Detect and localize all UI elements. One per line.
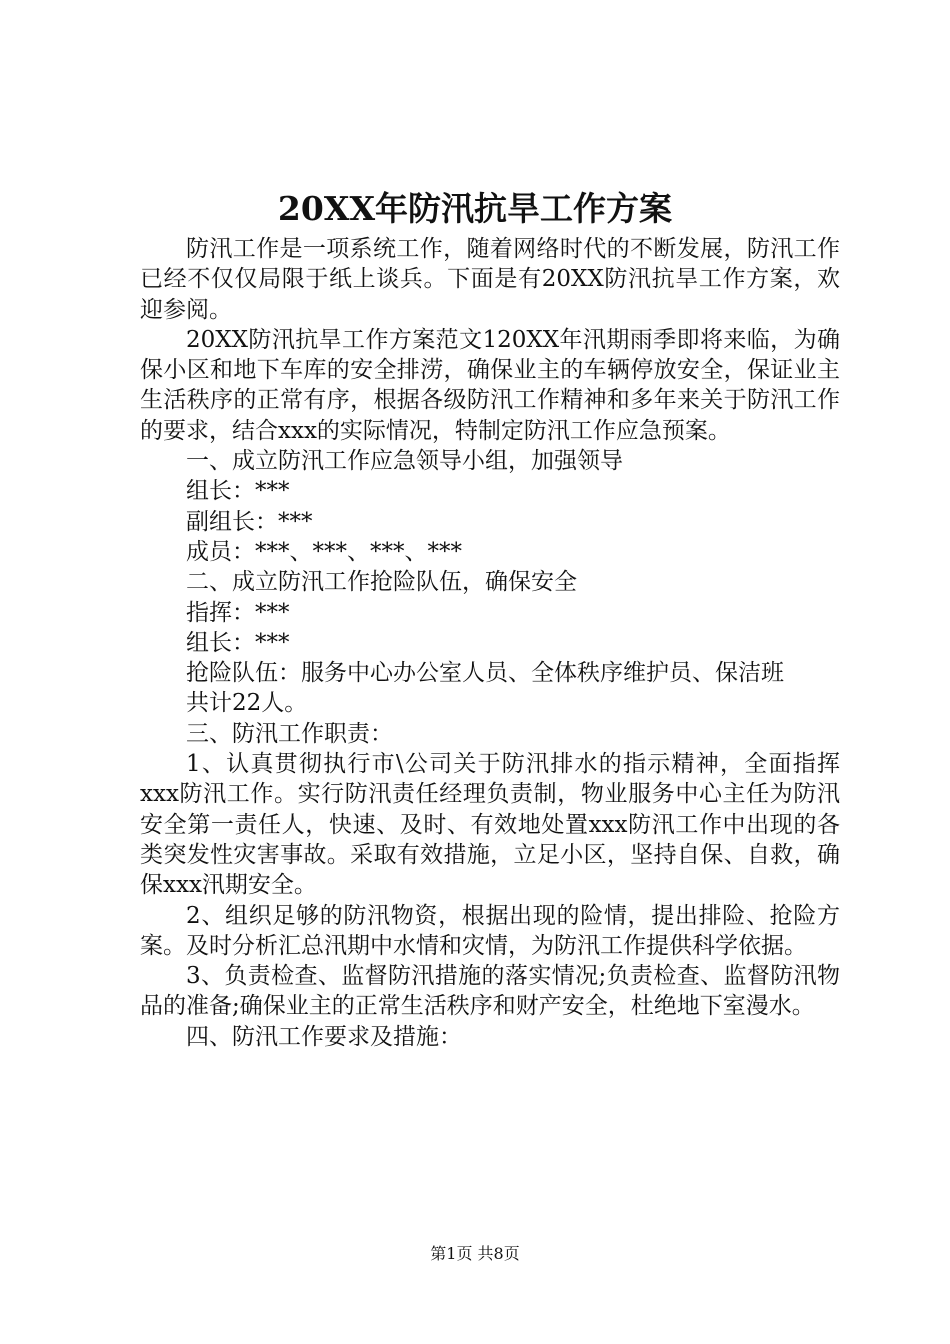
duty-paragraph: 1、认真贯彻执行市\公司关于防汛排水的指示精神，全面指挥xxx防汛工作。实行防汛责任经理负责制，物业服务中心主任为防汛安全第一责任人，快速、及时、有效地处置xxx防汛工作中出现的各类突发性灾害事故。采取有效措施，立足小区，坚持自保、自救，确保xxx汛期安全。: [140, 751, 840, 899]
list-item: 组长：***: [186, 629, 290, 656]
section-heading-4: 四、防汛工作要求及措施：: [186, 1023, 462, 1050]
document-body: [140, 234, 840, 1052]
section-heading-2: 二、成立防汛工作抢险队伍，确保安全: [186, 569, 577, 596]
list-item: 抢险队伍：服务中心办公室人员、全体秩序维护员、保洁班: [186, 660, 784, 687]
section-heading-3: 三、防汛工作职责：: [186, 720, 393, 747]
paragraph-intro: 防汛工作是一项系统工作，随着网络时代的不断发展，防汛工作已经不仅仅局限于纸上谈兵。下面是有20XX防汛抗旱工作方案，欢迎参阅。: [140, 236, 840, 323]
list-item: 指挥：***: [186, 599, 290, 626]
section-heading-1: 一、成立防汛工作应急领导小组，加强领导: [186, 448, 623, 475]
list-item: 副组长：***: [186, 508, 313, 535]
list-item: 成员：***、***、***、***: [186, 538, 462, 565]
page-footer: 第1页 共8页: [430, 1244, 520, 1263]
duty-paragraph: 3、负责检查、监督防汛措施的落实情况;负责检查、监督防汛物品的准备;确保业主的正常生活秩序和财产安全，杜绝地下室漫水。: [140, 963, 840, 1020]
duty-paragraph: 2、组织足够的防汛物资，根据出现的险情，提出排险、抢险方案。及时分析汇总汛期中水情和灾情，为防汛工作提供科学依据。: [140, 902, 840, 959]
list-item: 组长：***: [186, 478, 290, 505]
paragraph-background: 20XX防汛抗旱工作方案范文120XX年汛期雨季即将来临，为确保小区和地下车库的安全排涝，确保业主的车辆停放安全，保证业主生活秩序的正常有序，根据各级防汛工作精神和多年来关于防汛工作的要求，结合xxx的实际情况，特制定防汛工作应急预案。: [140, 326, 840, 444]
document-title: 20XX年防汛抗旱工作方案: [277, 189, 673, 228]
list-item: 共计22人。: [186, 690, 308, 717]
